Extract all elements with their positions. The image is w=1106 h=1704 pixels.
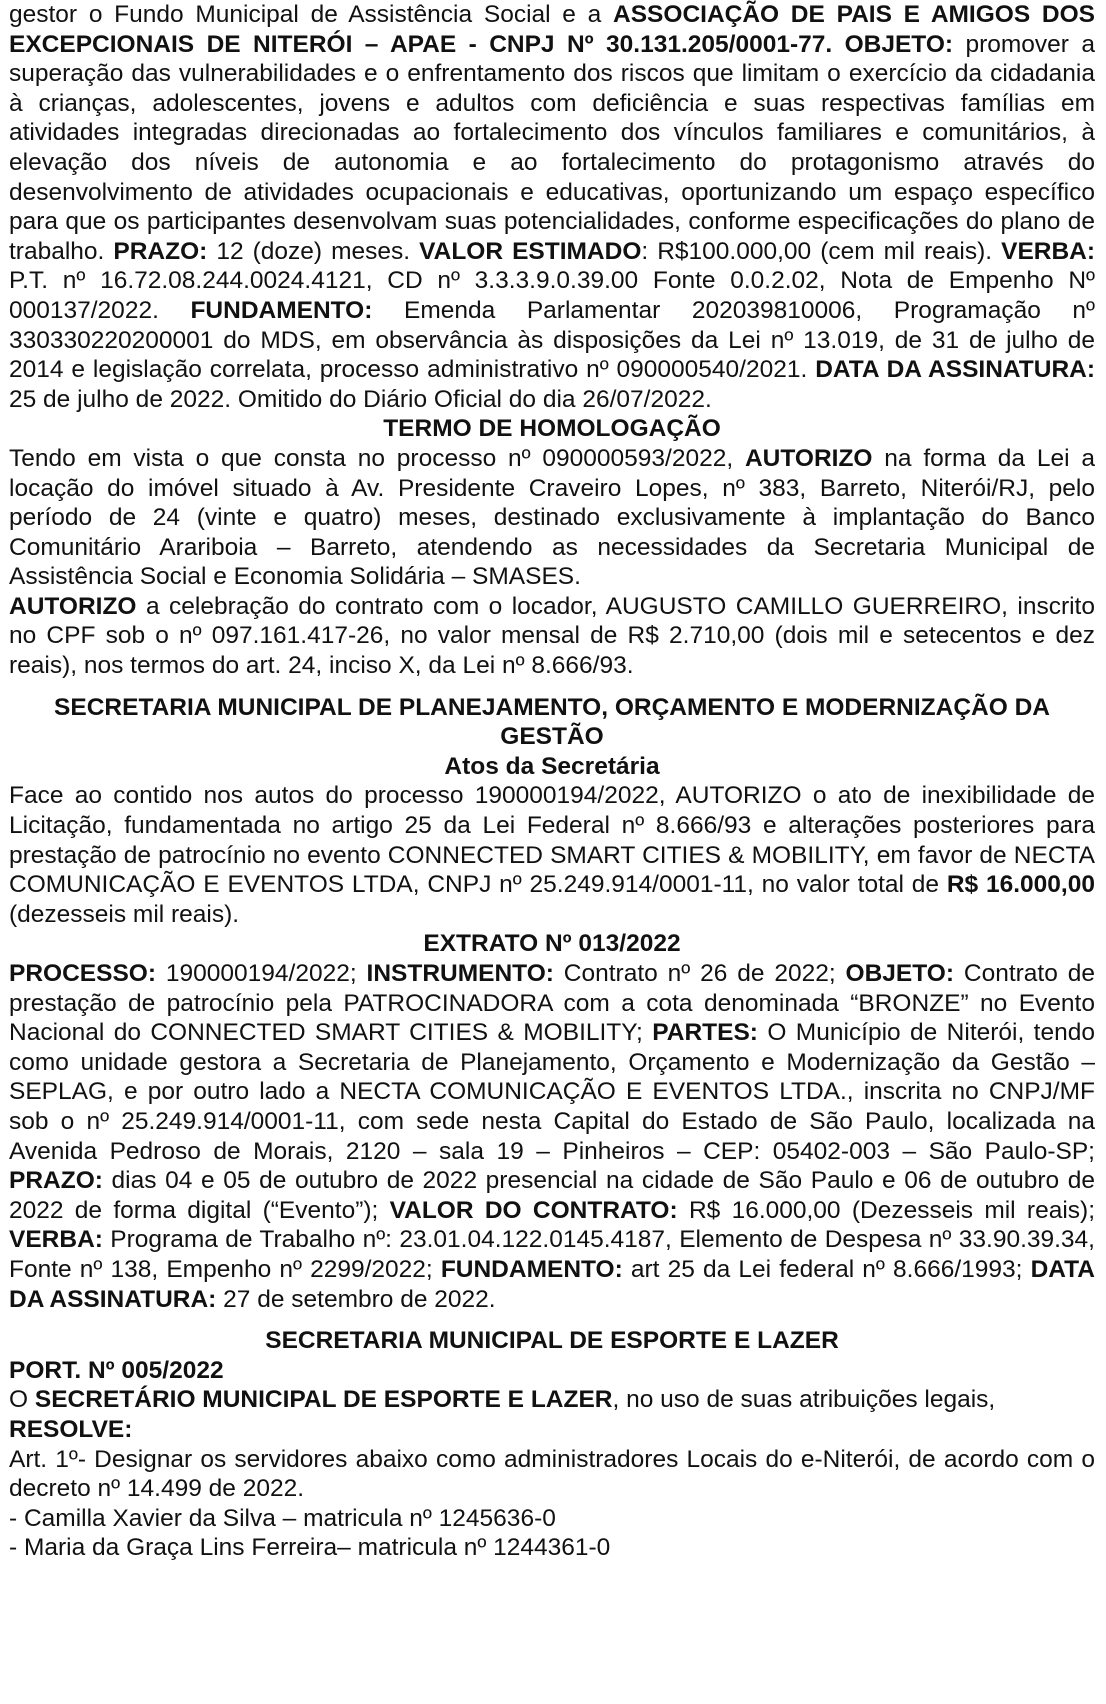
bold-run: SECRETÁRIO MUNICIPAL DE ESPORTE E LAZER bbox=[34, 1386, 613, 1414]
bold-run: PROCESSO: bbox=[9, 960, 157, 987]
homologacao-paragraph-2 bbox=[9, 592, 1095, 681]
extrato-paragraph bbox=[9, 959, 1095, 1314]
list-item: - Maria da Graça Lins Ferreira– matricula nº 1244361-0 bbox=[9, 1534, 611, 1562]
bold-run: RESOLVE: bbox=[9, 1415, 133, 1443]
homologacao-paragraph-1 bbox=[9, 444, 1095, 592]
apae-extract-paragraph bbox=[9, 0, 1095, 414]
esporte-paragraph bbox=[9, 1385, 1095, 1415]
text-run: O Município de Niterói, tendo como unidade gestora a Secretaria de Planejamento, Orçamento e Modernização da Gestão – SEPLAG, e por outro lado a NECTA COMUNICAÇÃO E EVENTOS LTDA., inscrita no CNPJ/MF sob o nº 25.249.914/0001-11, com sede nesta Capital do Estado de São Paulo, localizada na Avenida Pedroso de Morais, 2120 – sala 19 – Pinheiros – CEP: 05402-003 – São Paulo-SP; bbox=[9, 1019, 1095, 1165]
bold-run: R$ 16.000,00 bbox=[946, 871, 1095, 899]
extrato-title: EXTRATO Nº 013/2022 bbox=[423, 930, 681, 958]
text-run: Emenda Parlamentar 202039810006, Programação nº 330330220200001 do MDS, em observância às disposições da Lei nº 13.019, de 31 de julho de 2014 e legislação correlata, processo administrativo nº 090000540/2021. bbox=[9, 296, 1095, 384]
text-run: : R$100.000,00 (cem mil reais). bbox=[641, 237, 1002, 265]
list-item: - Camilla Xavier da Silva – matricula nº 1245636-0 bbox=[9, 1504, 556, 1532]
text-run: R$ 16.000,00 (Dezesseis mil reais); bbox=[677, 1196, 1095, 1224]
bold-run: OBJETO: bbox=[845, 960, 955, 987]
fundamento-label: FUNDAMENTO: bbox=[190, 296, 373, 324]
resolve-label bbox=[9, 1415, 1095, 1445]
text-run: Contrato nº 26 de 2022; bbox=[553, 960, 846, 987]
bold-run: PRAZO: bbox=[9, 1167, 103, 1195]
bold-run: VALOR DO CONTRATO: bbox=[389, 1196, 678, 1224]
text-run: Face ao contido nos autos do processo 190000194/2022, AUTORIZO o ato de inexibilidade de Licitação, fundamentada no artigo 25 da Lei Federal nº 8.666/93 e alterações posteriores para prestação de patrocínio no evento CONNECTED SMART CITIES & MOBILITY, em favor de NECTA COMUNICAÇÃO E EVENTOS LTDA, CNPJ nº 25.249.914/0001-11, no valor total de bbox=[9, 782, 1095, 899]
bold-run: PARTES: bbox=[652, 1019, 758, 1047]
text-run: Tendo em vista o que consta no processo nº 090000593/2022, bbox=[9, 444, 745, 472]
text-run: a celebração do contrato com o locador, AUGUSTO CAMILLO GUERREIRO, inscrito no CPF sob o nº 097.161.417-26, no valor mensal de R$ 2.710,00 (dois mil e setecentos e dez reais), nos termos do art. 24, inciso X, da Lei nº 8.666/93. bbox=[9, 592, 1095, 680]
seplag-subtitle: Atos da Secretária bbox=[444, 752, 660, 780]
section-gap bbox=[9, 681, 1095, 693]
section-gap bbox=[9, 1314, 1095, 1326]
text-run: O bbox=[9, 1386, 35, 1414]
esporte-title: SECRETARIA MUNICIPAL DE ESPORTE E LAZER bbox=[265, 1327, 839, 1355]
bold-run: AUTORIZO bbox=[9, 592, 137, 620]
prazo-label: PRAZO: bbox=[113, 237, 208, 265]
text-run: Programa de Trabalho nº: 23.01.04.122.0145.4187, Elemento de Despesa nº 33.90.39.34, Fonte nº 138, Empenho nº 2299/2022; bbox=[9, 1226, 1095, 1283]
text-run: 27 de setembro de 2022. bbox=[216, 1285, 496, 1313]
bold-run: VERBA: bbox=[9, 1226, 103, 1254]
text-run: 12 (doze) meses. bbox=[207, 237, 420, 265]
text-run: 25 de julho de 2022. Omitido do Diário Oficial do dia 26/07/2022. bbox=[9, 385, 712, 413]
text-run: na forma da Lei a locação do imóvel situado à Av. Presidente Craveiro Lopes, nº 383, Barreto, Niterói/RJ, pelo período de 24 (vinte e quatro) meses, destinado exclusivamente à implantação do Banco Comunitário Arariboia – Barreto, atendendo as necessidades da Secretaria Municipal de Assistência Social e Economia Solidária – SMASES. bbox=[9, 444, 1096, 591]
bold-run: AUTORIZO bbox=[744, 444, 873, 472]
text-run: art 25 da Lei federal nº 8.666/1993; bbox=[622, 1255, 1031, 1283]
article-1: Art. 1º- Designar os servidores abaixo como administradores Locais do e-Niterói, de acordo com o decreto nº 14.499 de 2022. bbox=[9, 1445, 1095, 1503]
text-run: , no uso de suas atribuições legais, bbox=[612, 1386, 996, 1414]
text-run: Contrato de prestação de patrocínio pela PATROCINADORA com a cota denominada “BRONZE” no Evento Nacional do CONNECTED SMART CITIES & MOBILITY; bbox=[9, 960, 1095, 1047]
bold-run: FUNDAMENTO: bbox=[440, 1255, 623, 1283]
seplag-title: SECRETARIA MUNICIPAL DE PLANEJAMENTO, ORÇAMENTO E MODERNIZAÇÃO DA GESTÃO bbox=[54, 693, 1050, 751]
bold-run: DATA DA ASSINATURA: bbox=[9, 1255, 1095, 1313]
valor-label: VALOR ESTIMADO bbox=[419, 237, 642, 265]
homologacao-title: TERMO DE HOMOLOGAÇÃO bbox=[383, 415, 721, 443]
portaria-number bbox=[9, 1356, 1095, 1386]
text-run: (dezesseis mil reais). bbox=[9, 900, 240, 928]
seplag-paragraph bbox=[9, 781, 1095, 929]
bold-run: ASSOCIAÇÃO DE PAIS E AMIGOS DOS EXCEPCIONAIS DE NITERÓI – APAE - CNPJ Nº 30.131.205/0001-77. OBJETO: bbox=[9, 1, 1096, 58]
text-run: promover a superação das vulnerabilidades e o enfrentamento dos riscos que limitam o exercício da cidadania à crianças, adolescentes, jovens e adultos com deficiência e suas respectivas famílias em atividades integradas direcionadas ao fortalecimento dos vínculos familiares e comunitários, à elevação dos níveis de autonomia e ao fortalecimento do protagonismo através do desenvolvimento de atividades ocupacionais e educativas, oportunizando um espaço específico para que os participantes desenvolvam suas potencialidades, conforme especificações do plano de trabalho. bbox=[9, 30, 1095, 265]
verba-label: VERBA: bbox=[1001, 237, 1096, 265]
data-assinatura-label: DATA DA ASSINATURA: bbox=[815, 356, 1096, 384]
text-run: dias 04 e 05 de outubro de 2022 presencial na cidade de São Paulo e 06 de outubro de 2022 de forma digital (“Evento”); bbox=[9, 1167, 1095, 1224]
bold-run: INSTRUMENTO: bbox=[366, 960, 554, 987]
text-run: gestor o Fundo Municipal de Assistência Social e a bbox=[9, 1, 614, 28]
bold-run: PORT. Nº 005/2022 bbox=[9, 1356, 224, 1384]
text-run: P.T. nº 16.72.08.244.0024.4121, CD nº 3.3.3.9.0.39.00 Fonte 0.0.2.02, Nota de Empenho Nº 000137/2022. bbox=[9, 267, 1095, 324]
text-run: 190000194/2022; bbox=[156, 960, 367, 987]
